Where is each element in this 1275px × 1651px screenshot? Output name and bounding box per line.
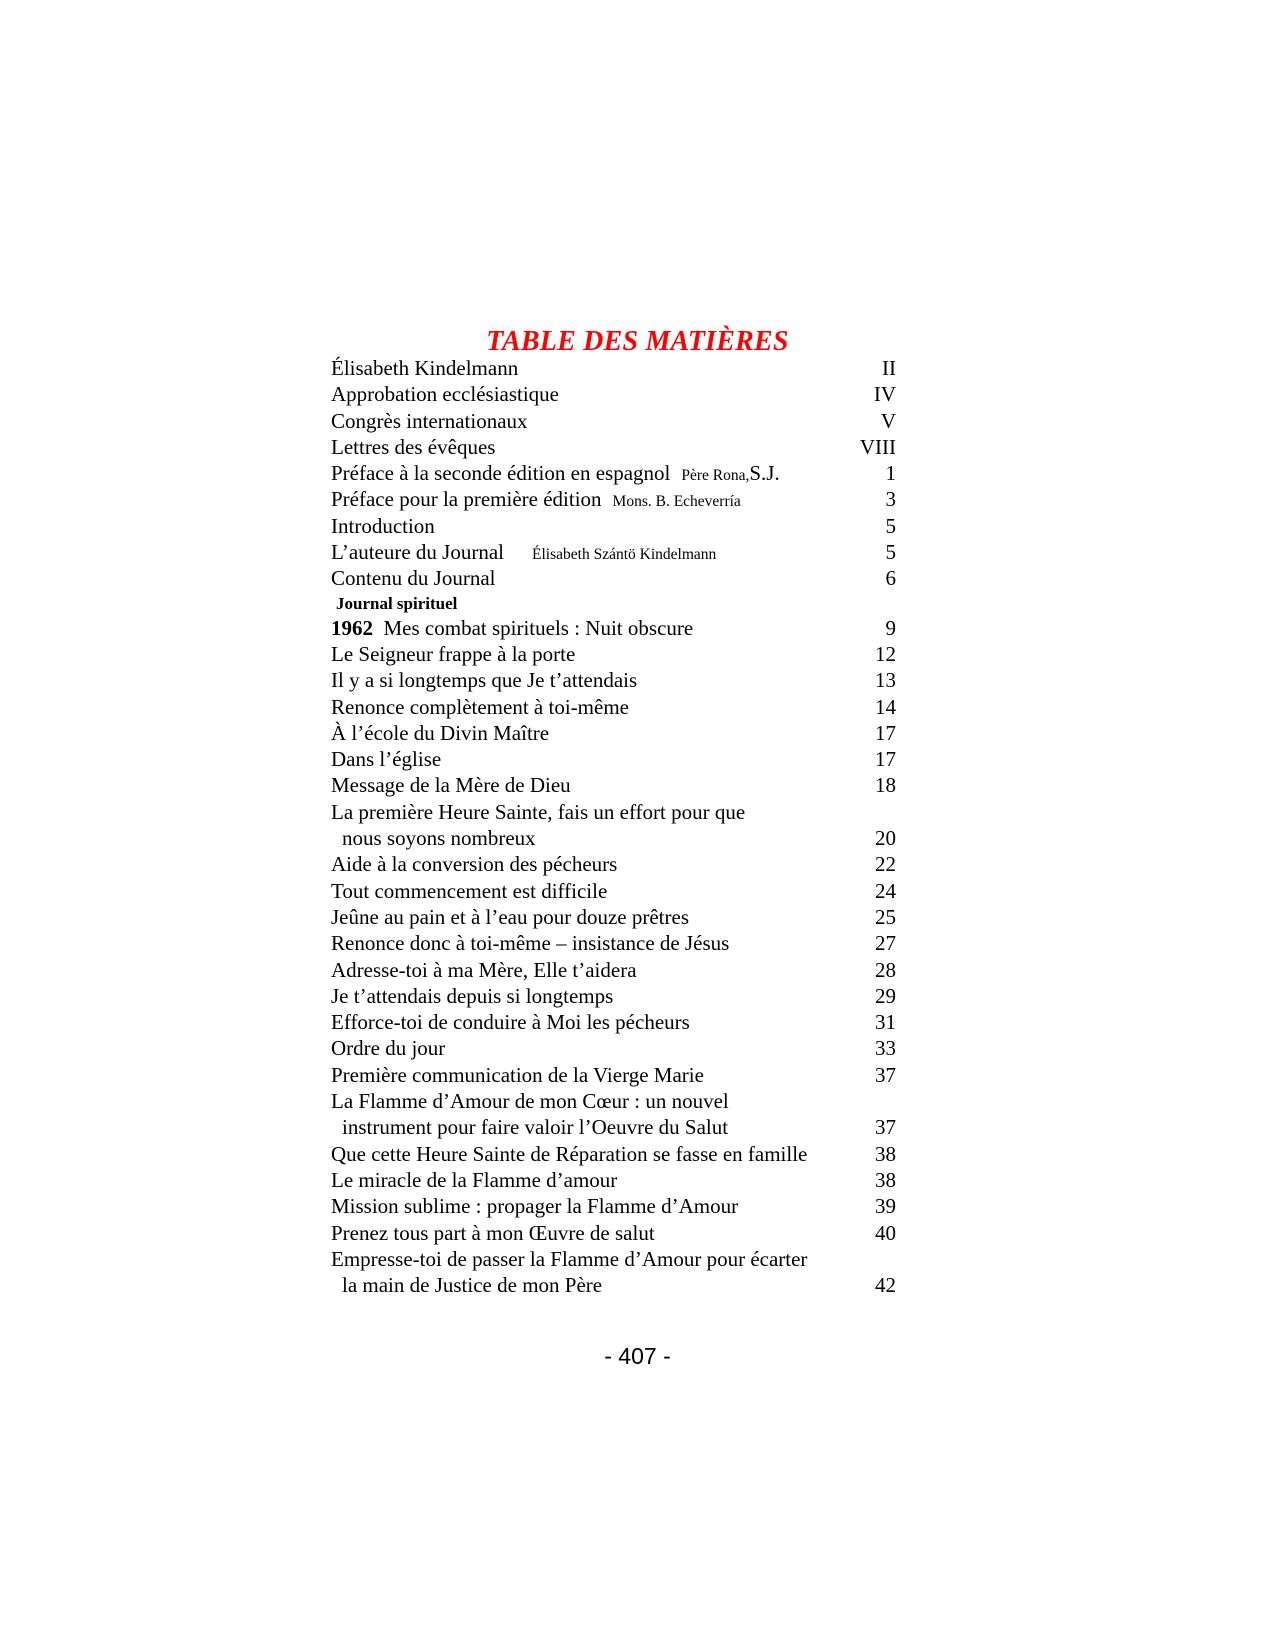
toc-entry-page: 38 (875, 1167, 896, 1192)
toc-entry-page: 17 (875, 747, 896, 772)
toc-entry (331, 355, 896, 381)
toc-entry (331, 539, 896, 565)
toc-entry (331, 1009, 896, 1035)
toc-entry (331, 1167, 896, 1193)
section-title: Journal spirituel (336, 593, 458, 613)
toc-entry (331, 513, 896, 539)
toc-entry-title: Renonce complètement à toi-même (331, 694, 629, 719)
toc-entry-page: 22 (875, 852, 896, 877)
toc-entry-page: 37 (875, 1062, 896, 1087)
toc-entry-title: Première communication de la Vierge Marie (331, 1062, 704, 1087)
toc-entry-title: Contenu du Journal (331, 566, 496, 591)
toc-entry-title: Adresse-toi à ma Mère, Elle t’aidera (331, 957, 637, 982)
toc-entry (331, 1141, 896, 1167)
toc-entry-title: Préface à la seconde édition en espagnol (331, 461, 671, 486)
toc-entry (331, 1062, 896, 1088)
toc-entry (331, 878, 896, 904)
toc-entry-title: Que cette Heure Sainte de Réparation se fasse en famille (331, 1141, 808, 1166)
toc-entry (331, 615, 896, 641)
toc-entry-title: Je t’attendais depuis si longtemps (331, 983, 614, 1008)
page-title: TABLE DES MATIÈRES (486, 326, 789, 357)
toc-entry-page: 42 (875, 1273, 896, 1298)
toc-entry (331, 1088, 896, 1114)
toc-entry-page: 1 (885, 461, 896, 486)
toc-entry-page: 17 (875, 720, 896, 745)
toc-entry-author: Mons. B. Echeverría (612, 493, 741, 511)
toc-entry-page: II (882, 356, 896, 380)
toc-entry-title: Ordre du jour (331, 1036, 446, 1061)
toc-entry-page: 5 (885, 513, 896, 538)
toc-entry-title: Le miracle de la Flamme d’amour (331, 1167, 618, 1192)
toc-entry-page: 9 (885, 615, 896, 640)
table-of-contents (331, 355, 896, 1298)
toc-entry-title-group (331, 460, 780, 489)
toc-entry-title: Le Seigneur frappe à la porte (331, 641, 576, 666)
toc-entry-page: 31 (875, 1010, 896, 1035)
toc-entry-page: 27 (875, 931, 896, 956)
toc-entry-page: 5 (885, 540, 896, 565)
toc-entry-title: Efforce-toi de conduire à Moi les pécheurs (331, 1010, 690, 1035)
toc-entry (331, 772, 896, 798)
toc-entry (331, 799, 896, 825)
toc-entry-page: 29 (875, 983, 896, 1008)
page-number: - 407 - (604, 1343, 671, 1369)
toc-entry-title: Approbation ecclésiastique (331, 382, 560, 407)
toc-entry (331, 460, 896, 486)
toc-entry-title: la main de Justice de mon Père (342, 1273, 603, 1298)
toc-entry-title: Il y a si longtemps que Je t’attendais (331, 668, 638, 693)
toc-entry-title: L’auteure du Journal (331, 540, 505, 565)
toc-entry-page: 13 (875, 668, 896, 693)
toc-entry-title: Congrès internationaux (331, 408, 528, 433)
toc-entry-title: instrument pour faire valoir l’Oeuvre du Salut (342, 1115, 729, 1140)
toc-entry (331, 694, 896, 720)
toc-entry-author-suffix: S.J. (749, 461, 780, 486)
toc-entry-page: 3 (885, 487, 896, 512)
toc-section-heading (331, 592, 896, 615)
toc-entry-continuation (331, 1114, 896, 1140)
toc-entry (331, 746, 896, 772)
toc-entry (331, 1035, 896, 1061)
toc-entry-title-group (331, 615, 693, 641)
toc-entry-page: 28 (875, 957, 896, 982)
toc-entry (331, 408, 896, 434)
toc-entry-title: Mission sublime : propager la Flamme d’Amour (331, 1194, 739, 1219)
toc-entry (331, 930, 896, 956)
toc-entry-year: 1962 (331, 615, 373, 640)
toc-entry-page: 6 (885, 566, 896, 591)
toc-entry-page: 37 (875, 1115, 896, 1140)
toc-entry-author: Élisabeth Szántö Kindelmann (532, 546, 717, 564)
toc-entry-page: 14 (875, 694, 896, 719)
toc-entry (331, 1246, 896, 1272)
toc-entry-page: 38 (875, 1141, 896, 1166)
toc-entry-title: Préface pour la première édition (331, 487, 602, 512)
toc-entry (331, 851, 896, 877)
toc-entry-title: Message de la Mère de Dieu (331, 773, 571, 798)
toc-entry-page: 24 (875, 878, 896, 903)
toc-entry-page: 39 (875, 1194, 896, 1219)
toc-entry-title: Renonce donc à toi-même – insistance de Jésus (331, 931, 730, 956)
toc-entry-page: VIII (859, 434, 896, 459)
toc-entry (331, 957, 896, 983)
toc-entry (331, 720, 896, 746)
toc-entry (331, 667, 896, 693)
toc-entry-page: 25 (875, 904, 896, 929)
toc-entry-continuation (331, 1272, 896, 1298)
toc-entry-page: 18 (875, 773, 896, 798)
toc-entry-page: 40 (875, 1220, 896, 1245)
toc-entry-title: Dans l’église (331, 747, 442, 772)
toc-entry (331, 983, 896, 1009)
toc-entry-page: 33 (875, 1036, 896, 1061)
toc-entry-page: 12 (875, 641, 896, 666)
toc-entry-title: Élisabeth Kindelmann (331, 356, 519, 380)
toc-entry-title: Jeûne au pain et à l’eau pour douze prêtres (331, 904, 690, 929)
toc-entry-continuation (331, 825, 896, 851)
toc-entry-title: Lettres des évêques (331, 434, 496, 459)
toc-entry (331, 641, 896, 667)
toc-entry-title-group (331, 486, 741, 515)
toc-entry-title: Empresse-toi de passer la Flamme d’Amour pour écarter (331, 1246, 808, 1271)
toc-entry (331, 486, 896, 512)
toc-entry-title-group (331, 539, 716, 568)
toc-entry-page: IV (873, 382, 896, 407)
toc-entry-title: Mes combat spirituels : Nuit obscure (383, 615, 694, 640)
toc-entry-page: V (880, 408, 896, 433)
toc-entry-title: Introduction (331, 513, 435, 538)
toc-entry (331, 1220, 896, 1246)
toc-entry (331, 434, 896, 460)
toc-entry-page: 20 (875, 826, 896, 851)
toc-entry (331, 1193, 896, 1219)
toc-entry-author: Père Rona, (681, 467, 750, 485)
toc-entry (331, 565, 896, 591)
toc-entry-title: Prenez tous part à mon Œuvre de salut (331, 1220, 655, 1245)
toc-entry-title: nous soyons nombreux (342, 826, 536, 851)
toc-entry-title: À l’école du Divin Maître (331, 720, 550, 745)
toc-entry-title: La première Heure Sainte, fais un effort pour que (331, 799, 746, 824)
toc-entry-title: Aide à la conversion des pécheurs (331, 852, 618, 877)
toc-entry (331, 904, 896, 930)
toc-entry-title: Tout commencement est difficile (331, 878, 608, 903)
toc-entry (331, 381, 896, 407)
toc-entry-title: La Flamme d’Amour de mon Cœur : un nouvel (331, 1089, 729, 1114)
